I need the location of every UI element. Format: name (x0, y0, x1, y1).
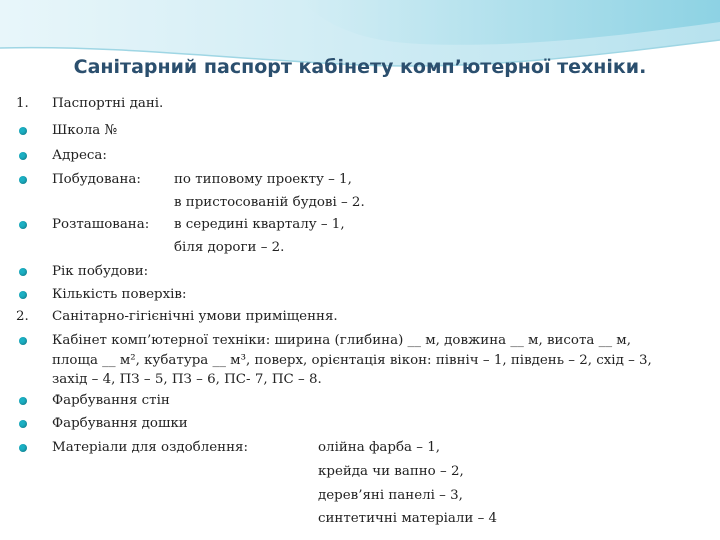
item-text: Санітарно-гігієнічні умови приміщення. (52, 309, 338, 324)
bullet-icon (19, 152, 27, 160)
item-value: дерев’яні панелі – 3, (318, 488, 463, 503)
item-value: біля дороги – 2. (174, 240, 285, 255)
item-value: синтетичні матеріали – 4 (318, 511, 498, 526)
item-text: Паспортні дані. (52, 96, 164, 111)
item-text: Фарбування стін (52, 393, 170, 408)
bullet-icon (19, 337, 27, 345)
item-text: площа __ м², кубатура __ м³, поверх, орієнтація вікон: північ – 1, південь – 2, схід – 3, (52, 353, 652, 368)
item-text: Матеріали для оздоблення: (52, 440, 248, 455)
item-text: Побудована: (52, 172, 141, 187)
item-value: по типовому проекту – 1, (174, 172, 352, 187)
item-number: 2. (16, 309, 29, 324)
item-text: Кількість поверхів: (52, 287, 187, 302)
item-text: Школа № (52, 123, 118, 138)
bullet-icon (19, 221, 27, 229)
bullet-icon (19, 444, 27, 452)
item-text: Кабінет комп’ютерної техніки: ширина (глибина) __ м, довжина __ м, висота __ м, (52, 333, 631, 348)
item-text: Адреса: (52, 148, 107, 163)
bullet-icon (19, 291, 27, 299)
item-value: в середині кварталу – 1, (174, 217, 345, 232)
bullet-icon (19, 127, 27, 135)
bullet-icon (19, 268, 27, 276)
item-value: в пристосованій будові – 2. (174, 195, 365, 210)
bullet-icon (19, 397, 27, 405)
bullet-icon (19, 176, 27, 184)
item-text: Фарбування дошки (52, 416, 188, 431)
item-text: Рік побудови: (52, 264, 149, 279)
item-number: 1. (16, 96, 29, 111)
item-text: Розташована: (52, 217, 150, 232)
item-value: олійна фарба – 1, (318, 440, 441, 455)
slide-title: Санітарний паспорт кабінету комп’ютерної техніки. (73, 56, 647, 78)
bullet-icon (19, 420, 27, 428)
item-text: захід – 4, ПЗ – 5, ПЗ – 6, ПС- 7, ПС – 8. (52, 372, 322, 387)
item-value: крейда чи вапно – 2, (318, 464, 464, 479)
